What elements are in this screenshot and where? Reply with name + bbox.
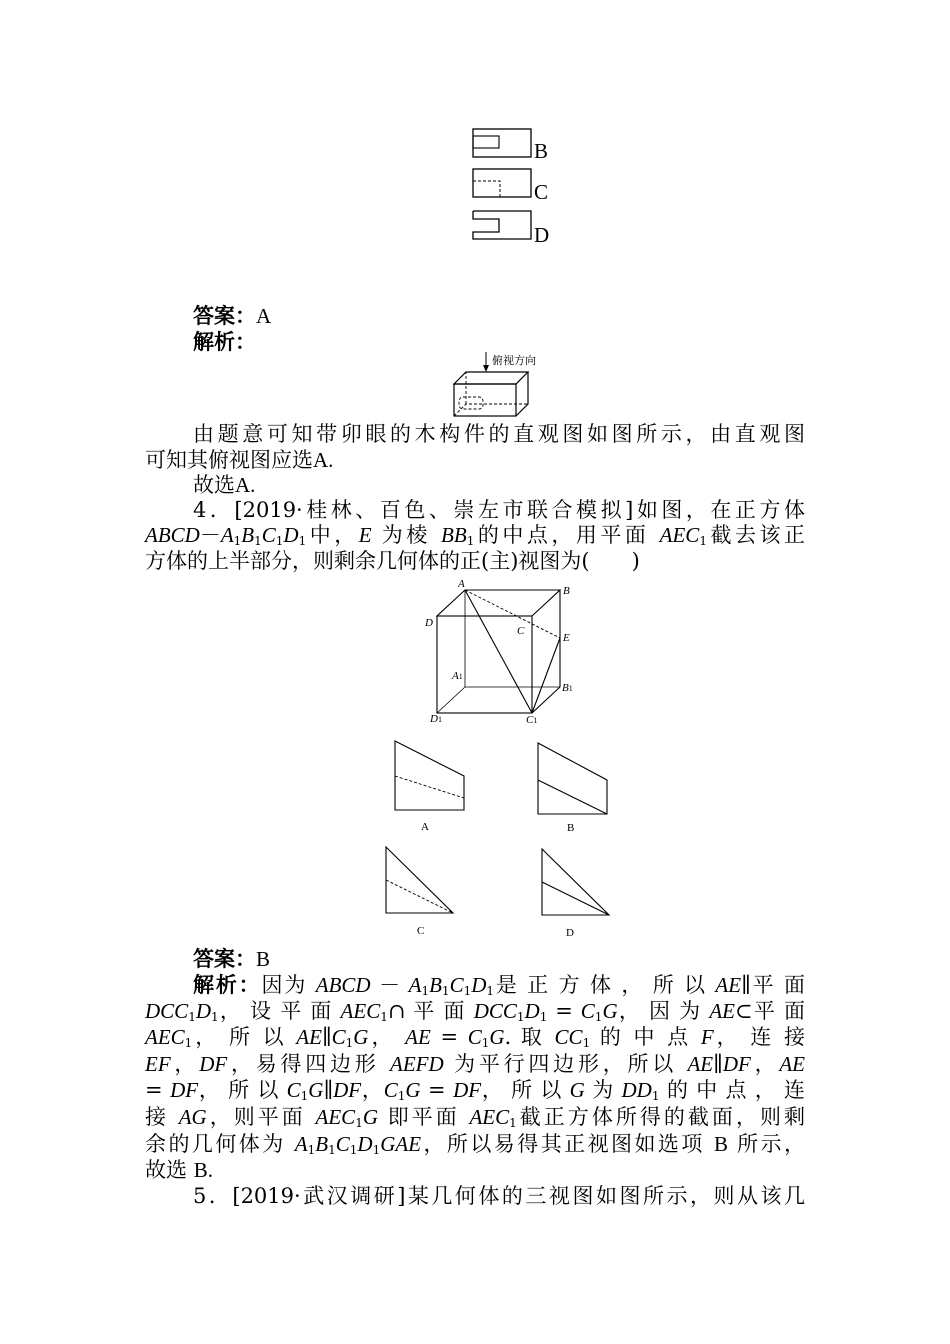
analysis-1-line-3 <box>193 472 805 498</box>
cube-label-c1-sub: 1 <box>533 716 538 725</box>
option-d-figure <box>472 210 534 242</box>
option-d-label: D <box>534 223 550 247</box>
analysis-1-line-2 <box>145 447 805 473</box>
analysis-2-line-4: EF，DF，易得四边形 AEFD 为平行四边形，所以 AE∥DF，AE <box>145 1052 806 1076</box>
answer-2 <box>193 946 805 972</box>
choice-c-label: C <box>417 925 425 937</box>
analysis-1-line-1: 由题意可知带卯眼的木构件的直观图如图所示，由直观图 <box>193 422 805 446</box>
option-c-label: C <box>534 180 549 204</box>
analysis-2-line-7: 余的几何体为 $A_1B_1C_1D_1GAE$，所以易得其正视图如选项 B 所示， <box>145 1132 805 1157</box>
choice-d-figure <box>541 848 613 918</box>
view-direction-caption: 俯视方向 <box>492 354 536 367</box>
answer-1 <box>193 303 805 329</box>
choice-c-figure <box>385 846 457 916</box>
cube-label-c: C <box>517 625 525 637</box>
question-5-line-1: 5．[2019·武汉调研]某几何体的三视图如图所示，则从该几 <box>193 1184 805 1208</box>
answer-2-label: 答案： <box>193 946 256 971</box>
cube-label-a1-sub: 1 <box>458 672 463 681</box>
answer-2-value: B <box>256 947 271 971</box>
cube-label-d1-sub: 1 <box>437 715 442 724</box>
option-c-figure <box>472 168 534 200</box>
cube-label-a1 <box>452 670 463 682</box>
question-4-line-3: 方体的上半部分，则剩余几何体的正(主)视图为( ) <box>145 549 640 573</box>
analysis-2-line-3: $AEC_1$， 所 以 $AE\parallel C_1G$， AE = $C_1G$. 取 $CC_1$ 的 中 点 F， 连 接 <box>145 1025 805 1050</box>
choice-b-label: B <box>567 822 575 834</box>
cube-label-b1-sub: 1 <box>568 684 573 693</box>
choice-a-figure <box>394 740 466 812</box>
analysis-1-label: 解析： <box>193 329 256 354</box>
cube-label-a1-letter: A <box>452 670 459 682</box>
cube-label-b1 <box>562 682 573 694</box>
analysis-2-line-5: = DF， 所 以 $C_1G\parallel DF$，$C_1G$ = DF， 所 以 G 为 $DD_1$ 的 中 点 ， 连 <box>145 1078 805 1103</box>
analysis-2-line-2: $DCC_1D_1$， 设 平 面 $AEC_1\cap$ 平 面 $DCC_1D_1 = C_1G$， 因 为 AE⊂平 面 <box>145 999 806 1024</box>
answer-1-label: 答案： <box>193 303 256 328</box>
question-4-line-1: 4．[2019·桂林、百色、崇左市联合模拟]如图，在正方体 <box>193 498 805 522</box>
cube-figure <box>425 578 585 733</box>
analysis-2-line-8: 故选 B. <box>145 1158 213 1182</box>
cube-label-c1-letter: C <box>526 714 534 726</box>
choice-a-label: A <box>421 821 429 833</box>
cube-label-d1-letter: D <box>430 713 438 725</box>
option-b-figure <box>472 128 534 160</box>
cube-label-b1-letter: B <box>562 682 569 694</box>
analysis-1-line-2-text: 可知其俯视图应选 <box>145 448 313 472</box>
cube-label-c1 <box>526 714 537 726</box>
choice-d-label: D <box>566 927 574 939</box>
answer-1-value: A <box>256 304 272 328</box>
analysis-2-line-6: 接 AG，则平面 $AEC_1G$ 即平面 $AEC_1$截正方体所得的截面，则剩 <box>145 1105 805 1130</box>
cube-label-e: E <box>563 632 570 644</box>
analysis-1-line-3-text: 故选 <box>193 473 235 497</box>
question-4-line-2: $ABCD-A_1B_1C_1D_1$中，E 为棱 $BB_1$的中点，用平面 $AEC_1$截去该正 <box>145 523 806 548</box>
cube-label-d: D <box>425 617 433 629</box>
option-b-label: B <box>534 139 549 163</box>
choice-b-figure <box>537 742 609 814</box>
analysis-2-line-1: 解析：因为 ABCD － $A_1B_1C_1D_1$是 正 方 体 ， 所 以 AE∥平 面 <box>193 972 805 998</box>
analysis-1-line-3-end: A. <box>235 473 256 497</box>
analysis-1-line-2-end: A. <box>313 448 334 472</box>
cube-label-d1 <box>430 713 442 725</box>
cube-label-a: A <box>458 578 465 590</box>
analysis-2-label: 解析： <box>193 972 262 997</box>
cube-label-b: B <box>563 585 570 597</box>
